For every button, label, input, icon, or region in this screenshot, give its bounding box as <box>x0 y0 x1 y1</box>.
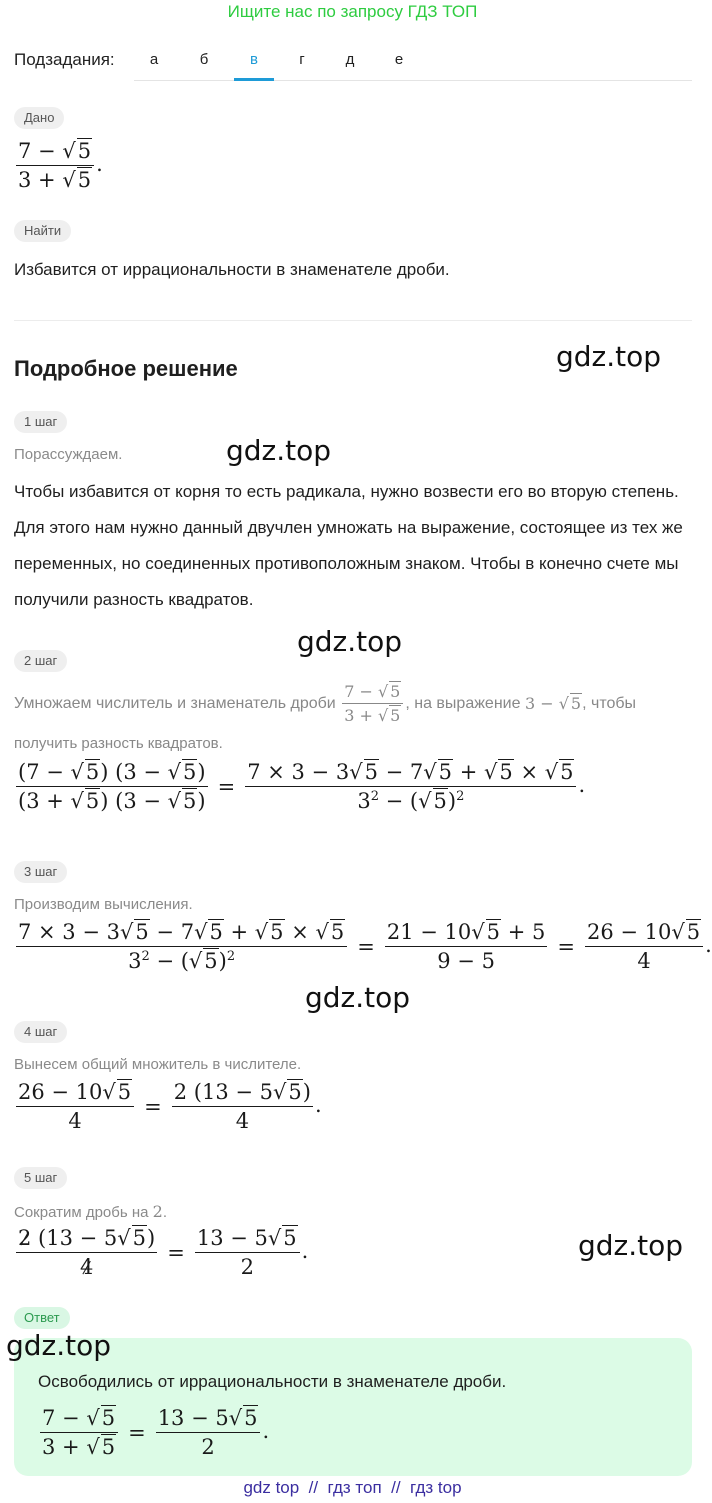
subtask-tabs <box>134 44 692 81</box>
step-2-lead-cont: получить разность квадратов. <box>14 735 223 752</box>
footer-links[interactable]: gdz top // гдз топ // гдз top <box>243 1478 462 1497</box>
answer-chip: Ответ <box>14 1307 70 1329</box>
answer-text: Освободились от иррациональности в знаменателе дроби. <box>38 1372 507 1391</box>
tab-v[interactable]: в <box>234 44 274 81</box>
section-divider <box>14 320 692 321</box>
find-text: Избавится от иррациональности в знаменателе дроби. <box>14 260 450 279</box>
watermark: gdz.top <box>556 340 662 373</box>
tab-a[interactable]: а <box>149 51 159 68</box>
step-3-formula: $\frac{7 \times 3 - 3√5 - 7√5 + √5 \times √5}{3^2 - (√5)^2}$ = $\frac{21 - 10√5 + 5}{9 - 5}$ = $\frac{26 - 10√5}{4}$ . <box>18 920 712 973</box>
tab-e[interactable]: е <box>394 51 404 68</box>
tab-b[interactable]: б <box>199 51 209 68</box>
step-1-text: Чтобы избавится от корня то есть радикала, нужно возвести его во вторую степень. Для этого нам нужно данный двучлен умножать на выражение, состоящее из тех же переменных, но соединенных противоположным знаком. Чтобы в конечно счете мы получили разность квадратов. <box>14 482 683 609</box>
step-5-chip: 5 шаг <box>14 1167 67 1189</box>
given-chip: Дано <box>14 107 64 129</box>
watermark: gdz.top <box>6 1329 112 1362</box>
step-1-chip: 1 шаг <box>14 411 67 433</box>
step-4-lead: Вынесем общий множитель в числителе. <box>14 1056 302 1073</box>
promo-banner[interactable]: Ищите нас по запросу ГДЗ ТОП <box>227 2 478 21</box>
subtasks-label: Подзадания: <box>14 50 115 69</box>
step-1-lead: Порассуждаем. <box>14 446 123 463</box>
step-4-chip: 4 шаг <box>14 1021 67 1043</box>
step-2-formula: $\frac{(7 - √5) (3 - √5)}{(3 + √5) (3 - √5)}$ = $\frac{7 \times 3 - 3√5 - 7√5 + √5 \times √5}{3^2 - (√5)^2}$ . <box>18 760 586 813</box>
step-3-lead: Производим вычисления. <box>14 896 193 913</box>
step-5-lead: Сократим дробь на 2. <box>14 1202 167 1221</box>
step-2-lead: Умножаем числитель и знаменатель дроби $\frac{7 - √ 5}{3 + √ 5}$ , на выражение 3 − √ 5, чтобы <box>14 682 637 725</box>
step-5-formula: $\frac{2 (13 - 5√5)}{4}$ = $\frac{13 - 5√5}{2}$ . <box>18 1226 309 1279</box>
watermark: gdz.top <box>226 434 332 467</box>
step-2-chip: 2 шаг <box>14 650 67 672</box>
step-3-chip: 3 шаг <box>14 861 67 883</box>
answer-formula: $\frac{7 - √5}{3 + √5}$ = $\frac{13 - 5√5}{2}$ . <box>42 1406 270 1459</box>
solution-title: Подробное решение <box>14 356 238 381</box>
find-chip: Найти <box>14 220 71 242</box>
given-expression: $\frac{7 - √5}{3 + √5}$ . <box>18 139 103 192</box>
step-4-formula: $\frac{26 - 10√5}{4}$ = $\frac{2 (13 - 5√5)}{4}$ . <box>18 1080 322 1133</box>
tab-d[interactable]: д <box>345 51 355 68</box>
tab-g[interactable]: г <box>299 51 305 68</box>
watermark: gdz.top <box>578 1229 684 1262</box>
watermark: gdz.top <box>305 981 411 1014</box>
watermark: gdz.top <box>297 625 403 658</box>
